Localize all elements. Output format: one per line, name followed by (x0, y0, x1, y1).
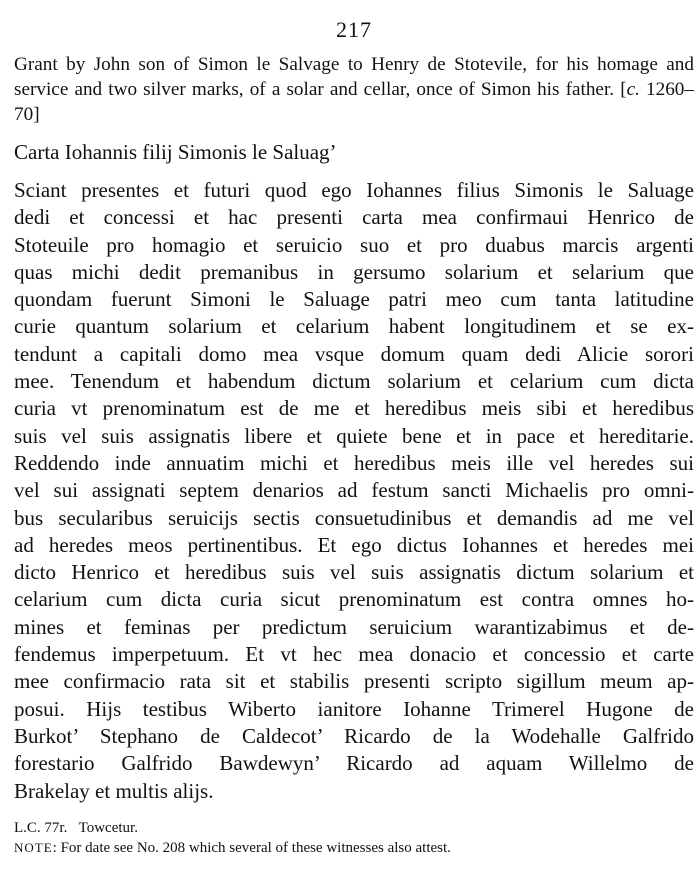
editorial-note (14, 838, 694, 858)
charter-body (14, 177, 694, 805)
references (14, 819, 694, 858)
body-line: posui. Hijs testibus Wiberto ianitore Iohanne Trimerel Hugone de (14, 696, 694, 721)
body-line: celarium cum dicta curia sicut prenominatum est contra omnes ho- (14, 587, 694, 612)
body-line: suis vel suis assignatis libere et quiete bene et in pace et hereditarie. (14, 423, 694, 448)
body-line: quas michi dedit premanibus in gersumo solarium et selarium que (14, 259, 694, 284)
page-number: 217 (336, 17, 372, 42)
body-line: Stoteuile pro homagio et seruicio suo et pro duabus marcis argenti (14, 232, 694, 257)
summary-text: Grant by John son of Simon le Salvage to Henry de Stotevile, for his homage and service and two silver marks, of a solar and cellar, once of Simon his father. [ (14, 54, 694, 100)
body-line: ad heredes meos pertinentibus. Et ego dictus Iohannes et heredes mei (14, 532, 694, 557)
body-line: quondam fuerunt Simoni le Saluage patri meo cum tanta latitudine (14, 287, 694, 312)
body-line: Sciant presentes et futuri quod ego Iohannes filius Simonis le Saluage (14, 178, 694, 202)
body-line: mines et feminas per predictum seruicium warantizabimus et de- (14, 614, 694, 639)
charter-heading: Carta Iohannis filij Simonis le Saluag’ (14, 140, 337, 164)
body-line: Reddendo inde annuatim michi et heredibus meis ille vel heredes sui (14, 450, 694, 475)
note-label: NOTE (14, 839, 53, 855)
body-line: mee confirmacio rata sit et stabilis presenti scripto sigillum meum ap- (14, 669, 694, 694)
document-page (14, 0, 694, 858)
body-line: curia vt prenominatum est de me et heredibus meis sibi et heredibus (14, 396, 694, 421)
source-reference (14, 819, 694, 838)
summary-date-circa: c. (626, 79, 640, 100)
body-line: mee. Tenendum et habendum dictum solarium et celarium cum dicta (14, 369, 694, 394)
source-folio: L.C. 77r. (14, 819, 68, 836)
body-line: Brakelay et multis alijs. (14, 778, 214, 803)
summary-date-range: 1260–70] (14, 79, 694, 125)
body-line: bus secularibus seruicijs sectis consuetudinibus et demandis ad me vel (14, 505, 694, 530)
body-line: dicto Henrico et heredibus suis vel suis assignatis dictum solarium et (14, 560, 694, 585)
source-place: Towcetur. (78, 819, 138, 836)
document-summary (14, 52, 694, 127)
body-line: fendemus imperpetuum. Et vt hec mea donacio et concessio et carte (14, 642, 694, 667)
body-line: Burkot’ Stephano de Caldecot’ Ricardo de la Wodehalle Galfrido (14, 723, 694, 748)
body-line: tendunt a capitali domo mea vsque domum quam dedi Alicie sorori (14, 341, 694, 366)
body-line: vel sui assignati septem denarios ad festum sancti Michaelis pro omni- (14, 478, 694, 503)
body-line: forestario Galfrido Bawdewyn’ Ricardo ad aquam Willelmo de (14, 751, 694, 776)
body-line: dedi et concessi et hac presenti carta mea confirmaui Henrico de (14, 205, 694, 230)
body-line: curie quantum solarium et celarium habent longitudinem et se ex- (14, 314, 694, 339)
note-text: : For date see No. 208 which several of these witnesses also attest. (52, 839, 451, 856)
